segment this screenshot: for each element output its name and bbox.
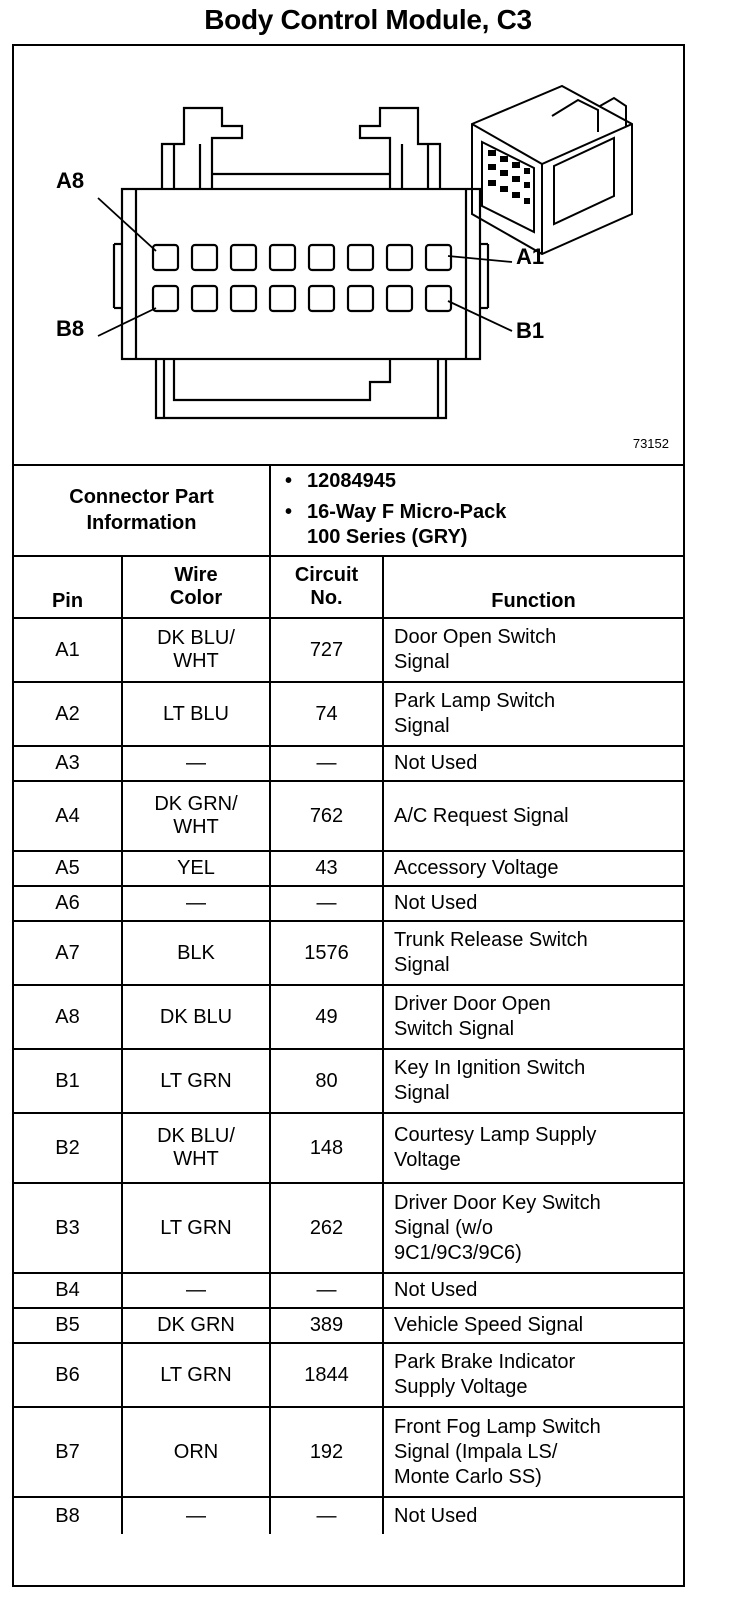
pin-cell: B8 (14, 1497, 122, 1534)
pinout-table (14, 464, 683, 1534)
table-row (14, 781, 683, 851)
pin-label-b8: B8 (56, 316, 85, 341)
function-cell (383, 1308, 683, 1343)
isometric-pin-cells (488, 150, 530, 204)
function-line1: Door Open Switch (394, 626, 557, 648)
wire-color-line2: WHT (173, 816, 219, 838)
wire-color-cell (122, 746, 270, 781)
function-cell (383, 1183, 683, 1273)
table-row (14, 746, 683, 781)
column-header-circuit-line1: Circuit (294, 564, 359, 586)
function-line2: Signal (w/o (394, 1216, 493, 1239)
circuit-cell: — (270, 1497, 383, 1534)
pin-cell: A6 (14, 886, 122, 921)
table-row (14, 1183, 683, 1273)
function-line1: Driver Door Key Switch (394, 1191, 601, 1214)
table-row (14, 851, 683, 886)
pin-label-b1: B1 (516, 318, 545, 343)
pin-cell: A3 (14, 746, 122, 781)
wire-color-line1: BLK (177, 941, 215, 964)
wire-color-cell (122, 1273, 270, 1308)
function-line1: Not Used (394, 1279, 478, 1301)
function-line3: 9C1/9C3/9C6) (394, 1241, 522, 1264)
housing-outline (122, 189, 480, 359)
wire-color-line1: DK BLU/ (157, 627, 235, 649)
pin-cell: A7 (14, 921, 122, 985)
pin-label-a1: A1 (516, 244, 545, 269)
wire-color-line1: — (186, 1504, 206, 1527)
circuit-cell: 43 (270, 851, 383, 886)
page-title: Body Control Module, C3 (204, 4, 532, 35)
circuit-cell: 74 (270, 682, 383, 746)
circuit-cell: 1576 (270, 921, 383, 985)
function-line2: Voltage (394, 1149, 461, 1171)
circuit-cell: — (270, 886, 383, 921)
circuit-cell: — (270, 1273, 383, 1308)
function-line1: Not Used (394, 892, 478, 914)
wire-color-line1: DK GRN/ (154, 793, 238, 815)
wire-color-cell (122, 682, 270, 746)
function-line2: Signal (Impala LS/ (394, 1440, 558, 1463)
circuit-cell: 1844 (270, 1343, 383, 1407)
column-header-row (14, 556, 683, 618)
pin-label-a8: A8 (56, 168, 85, 193)
function-cell (383, 851, 683, 886)
function-line1: Front Fog Lamp Switch (394, 1415, 601, 1438)
circuit-cell: 762 (270, 781, 383, 851)
pin-cell: A8 (14, 985, 122, 1049)
pin-cell: B1 (14, 1049, 122, 1113)
table-row (14, 1273, 683, 1308)
column-header-wire-color (122, 556, 270, 618)
table-row (14, 1407, 683, 1497)
function-line1: Not Used (394, 752, 478, 774)
function-line1: Park Brake Indicator (394, 1351, 576, 1373)
connector-info-label (14, 464, 270, 556)
figure-number: 73152 (632, 436, 669, 451)
connector-description: • 16-Way F Micro-Pack (307, 500, 679, 525)
wire-color-line1: — (186, 752, 206, 774)
function-line2: Supply Voltage (394, 1376, 528, 1398)
table-row (14, 985, 683, 1049)
function-cell (383, 985, 683, 1049)
connector-info-label-line2: Information (86, 511, 197, 534)
circuit-cell: 262 (270, 1183, 383, 1273)
wire-color-cell (122, 886, 270, 921)
wire-color-cell (122, 1113, 270, 1183)
function-cell (383, 921, 683, 985)
wire-color-line1: DK BLU/ (157, 1125, 235, 1147)
column-header-pin: Pin (14, 556, 122, 618)
table-row (14, 1343, 683, 1407)
pin-cell: A2 (14, 682, 122, 746)
circuit-cell: 192 (270, 1407, 383, 1497)
connector-diagram (14, 46, 683, 466)
table-row (14, 618, 683, 682)
wire-color-cell (122, 1308, 270, 1343)
function-cell (383, 1113, 683, 1183)
wire-color-cell (122, 1407, 270, 1497)
pin-cell: B6 (14, 1343, 122, 1407)
function-line2: Signal (394, 715, 450, 737)
circuit-cell: 148 (270, 1113, 383, 1183)
function-cell (383, 1343, 683, 1407)
function-line1: Driver Door Open (394, 993, 551, 1015)
connector-info-label-line1: Connector Part (69, 485, 214, 508)
wire-color-line2: WHT (173, 650, 219, 672)
column-header-circuit-line2: No. (310, 587, 343, 609)
wire-color-cell (122, 1343, 270, 1407)
column-header-wire-line1: Wire (174, 564, 218, 586)
connector-face-drawing (14, 46, 683, 464)
function-line2: Switch Signal (394, 1018, 515, 1040)
function-cell (383, 886, 683, 921)
table-row (14, 682, 683, 746)
pin-cell: B2 (14, 1113, 122, 1183)
connector-info-values (270, 464, 683, 556)
wire-color-line1: — (186, 1279, 206, 1301)
table-row (14, 1113, 683, 1183)
wire-color-line1: ORN (173, 1440, 219, 1463)
wire-color-cell (122, 921, 270, 985)
function-line1: Vehicle Speed Signal (394, 1314, 584, 1336)
function-line2: Signal (394, 954, 450, 976)
wire-color-line1: LT GRN (160, 1363, 232, 1386)
column-header-function: Function (383, 556, 683, 618)
pin-cell: B4 (14, 1273, 122, 1308)
function-cell (383, 1049, 683, 1113)
pin-cell: B3 (14, 1183, 122, 1273)
table-row (14, 1049, 683, 1113)
table-row (14, 886, 683, 921)
circuit-cell: 727 (270, 618, 383, 682)
circuit-cell: — (270, 746, 383, 781)
circuit-cell: 80 (270, 1049, 383, 1113)
pin-cell: A5 (14, 851, 122, 886)
circuit-cell: 389 (270, 1308, 383, 1343)
function-cell (383, 682, 683, 746)
function-line1: Key In Ignition Switch (394, 1057, 586, 1079)
wire-color-cell (122, 1049, 270, 1113)
wire-color-cell (122, 851, 270, 886)
pin-cell: B5 (14, 1308, 122, 1343)
function-line1: A/C Request Signal (394, 804, 569, 827)
column-header-circuit (270, 556, 383, 618)
wire-color-cell (122, 1497, 270, 1534)
function-cell (383, 1407, 683, 1497)
wire-color-cell (122, 781, 270, 851)
connector-description-line2: 100 Series (GRY) (307, 526, 468, 548)
wire-color-cell (122, 1183, 270, 1273)
wire-color-line1: DK BLU (159, 1005, 233, 1028)
function-line1: Accessory Voltage (394, 857, 559, 879)
circuit-cell: 49 (270, 985, 383, 1049)
function-cell (383, 618, 683, 682)
wire-color-line1: LT GRN (160, 1069, 232, 1092)
function-line1: Courtesy Lamp Supply (394, 1124, 597, 1146)
wire-color-cell (122, 618, 270, 682)
pin-cell: A1 (14, 618, 122, 682)
function-line2: Signal (394, 651, 450, 673)
connector-info-row (14, 464, 683, 556)
function-cell (383, 1273, 683, 1308)
pin-cell: B7 (14, 1407, 122, 1497)
wire-color-line2: WHT (173, 1148, 219, 1170)
wire-color-cell (122, 985, 270, 1049)
wire-color-line1: LT BLU (163, 702, 229, 725)
function-line1: Park Lamp Switch (394, 690, 556, 712)
function-line2: Signal (394, 1082, 450, 1104)
function-line3: Monte Carlo SS) (394, 1465, 542, 1488)
pin-cell: A4 (14, 781, 122, 851)
connector-part-number: • 12084945 (307, 469, 679, 494)
function-cell (383, 781, 683, 851)
wire-color-line1: DK GRN (157, 1314, 235, 1336)
row-a-cavities (153, 245, 451, 270)
column-header-wire-line2: Color (169, 587, 223, 609)
wire-color-line1: — (186, 892, 206, 914)
table-row (14, 1308, 683, 1343)
table-row (14, 1497, 683, 1534)
table-row (14, 921, 683, 985)
connector-sheet (12, 44, 685, 1587)
function-line1: Trunk Release Switch (394, 929, 588, 951)
wire-color-line1: YEL (177, 857, 215, 879)
function-line1: Not Used (394, 1504, 478, 1527)
function-cell (383, 746, 683, 781)
row-b-cavities (153, 286, 451, 311)
function-cell (383, 1497, 683, 1534)
wire-color-line1: LT GRN (160, 1216, 232, 1239)
